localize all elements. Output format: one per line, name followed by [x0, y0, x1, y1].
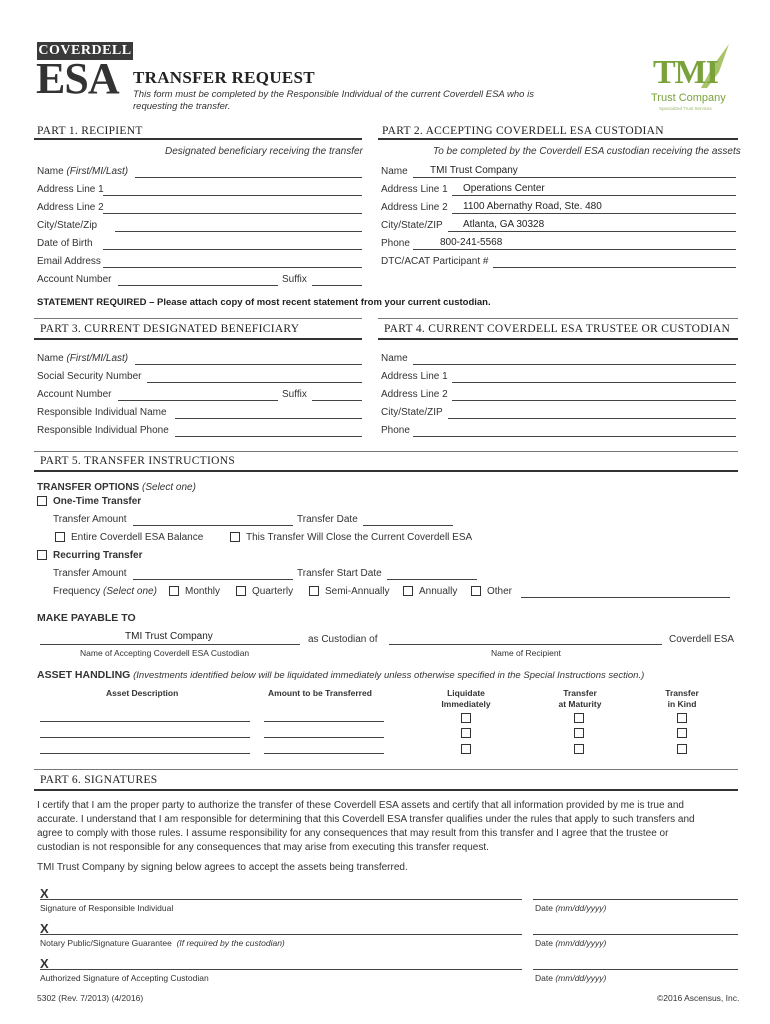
p4-city-field[interactable] [448, 418, 736, 419]
sig1-date-caption: Date (mm/dd/yyyy) [535, 903, 607, 913]
name-accepting-caption: Name of Accepting Coverdell ESA Custodian [80, 648, 250, 658]
p1-address1-label: Address Line 1 [37, 184, 104, 195]
sig2-caption: Notary Public/Signature Guarantee (If required by the custodian) [40, 938, 285, 948]
p2-dtc-field[interactable] [493, 267, 736, 268]
p3-resp-phone-label: Responsible Individual Phone [37, 425, 169, 436]
p2-city-label: City/State/ZIP [381, 220, 443, 231]
one-time-label: One-Time Transfer [53, 496, 142, 507]
sig2-x-mark: X [40, 921, 49, 936]
col-liquidate: Liquidate Immediately [441, 688, 491, 709]
p4-city-label: City/State/ZIP [381, 407, 443, 418]
p2-name-field[interactable] [413, 177, 736, 178]
maturity-checkbox-2[interactable] [574, 728, 584, 738]
semi-annually-checkbox[interactable] [309, 586, 319, 596]
make-payable-label: MAKE PAYABLE TO [37, 612, 136, 624]
p1-email-label: Email Address [37, 256, 101, 267]
p3-account-label: Account Number [37, 389, 112, 400]
in-kind-checkbox-2[interactable] [677, 728, 687, 738]
sig3-date-caption: Date (mm/dd/yyyy) [535, 973, 607, 983]
transfer-start-date-field[interactable] [387, 579, 477, 580]
close-current-label: This Transfer Will Close the Current Coverdell ESA [246, 532, 473, 543]
p1-name-field[interactable] [135, 177, 362, 178]
one-time-checkbox[interactable] [37, 496, 47, 506]
in-kind-checkbox-3[interactable] [677, 744, 687, 754]
annually-checkbox[interactable] [403, 586, 413, 596]
p2-address2-label: Address Line 2 [381, 202, 448, 213]
statement-required: STATEMENT REQUIRED – Please attach copy of most recent statement from your current custodian. [37, 297, 491, 308]
page-title: TRANSFER REQUEST [133, 68, 315, 87]
recurring-checkbox[interactable] [37, 550, 47, 560]
part3-heading: PART 3. CURRENT DESIGNATED BENEFICIARY [40, 323, 300, 335]
col-maturity: Transfer at Maturity [558, 688, 602, 709]
part1-heading: PART 1. RECIPIENT [37, 125, 143, 137]
other-checkbox[interactable] [471, 586, 481, 596]
p4-address1-label: Address Line 1 [381, 371, 448, 382]
col-amount: Amount to be Transferred [268, 688, 372, 698]
monthly-label: Monthly [185, 586, 221, 597]
sig2-date-caption: Date (mm/dd/yyyy) [535, 938, 607, 948]
sig1-x-mark: X [40, 886, 49, 901]
logo-tmi-text: TMI [653, 54, 718, 91]
name-recipient-caption: Name of Recipient [491, 648, 561, 658]
annually-label: Annually [419, 586, 458, 597]
recurring-label: Recurring Transfer [53, 550, 143, 561]
p1-address2-field[interactable] [103, 213, 362, 214]
p2-address2-field[interactable] [452, 213, 736, 214]
p3-resp-name-label: Responsible Individual Name [37, 407, 167, 418]
p3-ssn-field[interactable] [147, 382, 362, 383]
p2-phone-value: 800-241-5568 [440, 237, 503, 248]
logo-company-text: Trust Company [651, 92, 726, 104]
p4-name-label: Name [381, 353, 408, 364]
part6-heading: PART 6. SIGNATURES [40, 774, 158, 786]
quarterly-checkbox[interactable] [236, 586, 246, 596]
p2-city-value: Atlanta, GA 30328 [463, 219, 545, 230]
asset-amount-field-3[interactable] [264, 753, 384, 754]
certification-line3: agree to comply with those rules. I assume responsibility for any consequences that may result from this transfer and I agree that the trustee or [37, 828, 669, 839]
p4-name-field[interactable] [413, 364, 736, 365]
p1-address1-field[interactable] [103, 195, 362, 196]
p4-address1-field[interactable] [452, 382, 736, 383]
liquidate-checkbox-3[interactable] [461, 744, 471, 754]
p1-suffix-field[interactable] [312, 285, 362, 286]
p2-phone-label: Phone [381, 238, 410, 249]
semi-annually-label: Semi-Annually [325, 586, 390, 597]
accept-statement: TMI Trust Company by signing below agrees to accept the assets being transferred. [37, 862, 408, 873]
quarterly-label: Quarterly [252, 586, 294, 597]
other-field[interactable] [521, 597, 730, 598]
sig3-caption: Authorized Signature of Accepting Custodian [40, 973, 209, 983]
certification-line4: custodian is not responsible for any consequences that may arise from executing this transfer request. [37, 842, 489, 853]
liquidate-checkbox-1[interactable] [461, 713, 471, 723]
entire-balance-checkbox[interactable] [55, 532, 65, 542]
asset-desc-field-1[interactable] [40, 721, 250, 722]
sig2-date-field[interactable] [533, 934, 738, 935]
monthly-checkbox[interactable] [169, 586, 179, 596]
asset-amount-field-1[interactable] [264, 721, 384, 722]
p1-city-label: City/State/Zip [37, 220, 98, 231]
transfer-date-label: Transfer Date [297, 514, 358, 525]
p1-dob-label: Date of Birth [37, 238, 93, 249]
sig3-field[interactable] [40, 969, 522, 970]
tmi-logo [645, 42, 740, 117]
p3-account-field[interactable] [118, 400, 278, 401]
transfer-amount-label: Transfer Amount [53, 514, 127, 525]
transfer-amount-field[interactable] [133, 525, 293, 526]
p2-phone-field[interactable] [413, 249, 736, 250]
p3-suffix-field[interactable] [312, 400, 362, 401]
sig1-caption: Signature of Responsible Individual [40, 903, 174, 913]
other-label: Other [487, 586, 513, 597]
part5-heading: PART 5. TRANSFER INSTRUCTIONS [40, 455, 236, 467]
asset-desc-field-2[interactable] [40, 737, 250, 738]
col-asset-description: Asset Description [106, 688, 179, 698]
col-in-kind: Transfer in Kind [665, 688, 699, 709]
custodian-of-field[interactable] [389, 644, 662, 645]
p2-address1-field[interactable] [452, 195, 736, 196]
part2-subheading: To be completed by the Coverdell ESA custodian receiving the assets [433, 146, 741, 157]
frequency-label: Frequency (Select one) [53, 586, 157, 597]
p2-name-label: Name [381, 166, 408, 177]
p3-name-label: Name (First/MI/Last) [37, 353, 129, 364]
logo-tagline: Specialized Trust Services [659, 106, 712, 111]
asset-desc-field-3[interactable] [40, 753, 250, 754]
p4-phone-label: Phone [381, 425, 410, 436]
p3-name-field[interactable] [135, 364, 362, 365]
coverdell-badge: COVERDELL [38, 43, 132, 58]
form-subtitle-line2: requesting the transfer. [133, 101, 231, 112]
p1-account-label: Account Number [37, 274, 112, 285]
payable-to-field[interactable] [40, 644, 300, 645]
p1-address2-label: Address Line 2 [37, 202, 104, 213]
entire-balance-label: Entire Coverdell ESA Balance [71, 532, 204, 543]
p4-address2-field[interactable] [452, 400, 736, 401]
p3-ssn-label: Social Security Number [37, 371, 142, 382]
sig3-date-field[interactable] [533, 969, 738, 970]
liquidate-checkbox-2[interactable] [461, 728, 471, 738]
recurring-amount-field[interactable] [133, 579, 293, 580]
close-current-checkbox[interactable] [230, 532, 240, 542]
form-number: 5302 (Rev. 7/2013) (4/2016) [37, 993, 144, 1003]
coverdell-esa-label: Coverdell ESA [669, 634, 735, 645]
p1-city-field[interactable] [115, 231, 362, 232]
transfer-date-field[interactable] [363, 525, 453, 526]
sig1-date-field[interactable] [533, 899, 738, 900]
p4-address2-label: Address Line 2 [381, 389, 448, 400]
p3-resp-phone-field[interactable] [175, 436, 362, 437]
transfer-start-date-label: Transfer Start Date [297, 568, 382, 579]
sig2-field[interactable] [40, 934, 522, 935]
in-kind-checkbox-1[interactable] [677, 713, 687, 723]
asset-handling-label: ASSET HANDLING (Investments identified below will be liquidated immediately unless otherwise specified in the Special Instructions section.) [37, 669, 645, 681]
as-custodian-label: as Custodian of [308, 634, 378, 645]
asset-amount-field-2[interactable] [264, 737, 384, 738]
p2-city-field[interactable] [448, 231, 736, 232]
maturity-checkbox-3[interactable] [574, 744, 584, 754]
p2-address1-label: Address Line 1 [381, 184, 448, 195]
payable-to-value: TMI Trust Company [125, 631, 213, 642]
esa-wordmark: ESA [36, 54, 119, 103]
p3-resp-name-field[interactable] [175, 418, 362, 419]
p1-name-label: Name (First/MI/Last) [37, 166, 129, 177]
p4-phone-field[interactable] [413, 436, 736, 437]
certification-line1: I certify that I am the proper party to authorize the transfer of these Coverdell ESA assets and certify that all information provided by me is true and [37, 800, 684, 811]
p2-name-value: TMI Trust Company [430, 165, 518, 176]
p3-suffix-label: Suffix [282, 389, 307, 400]
certification-line2: accurate. I understand that I am responsible for determining that this Coverdell ESA transfer qualifies under the rules that apply to such transfers and [37, 814, 695, 825]
p1-account-field[interactable] [118, 285, 278, 286]
copyright: ©2016 Ascensus, Inc. [657, 993, 740, 1003]
p2-address2-value: 1100 Abernathy Road, Ste. 480 [463, 201, 602, 212]
maturity-checkbox-1[interactable] [574, 713, 584, 723]
p1-suffix-label: Suffix [282, 274, 307, 285]
p1-email-field[interactable] [103, 267, 362, 268]
form-subtitle-line1: This form must be completed by the Responsible Individual of the current Coverdell ESA who is [133, 89, 534, 100]
p2-address1-value: Operations Center [463, 183, 545, 194]
part1-subheading: Designated beneficiary receiving the transfer [165, 146, 363, 157]
part2-heading: PART 2. ACCEPTING COVERDELL ESA CUSTODIAN [382, 125, 664, 137]
sig1-field[interactable] [40, 899, 522, 900]
transfer-options-label: TRANSFER OPTIONS (Select one) [37, 482, 196, 493]
p2-dtc-label: DTC/ACAT Participant # [381, 256, 489, 267]
part4-heading: PART 4. CURRENT COVERDELL ESA TRUSTEE OR CUSTODIAN [384, 323, 731, 335]
sig3-x-mark: X [40, 956, 49, 971]
recurring-amount-label: Transfer Amount [53, 568, 127, 579]
p1-dob-field[interactable] [103, 249, 362, 250]
